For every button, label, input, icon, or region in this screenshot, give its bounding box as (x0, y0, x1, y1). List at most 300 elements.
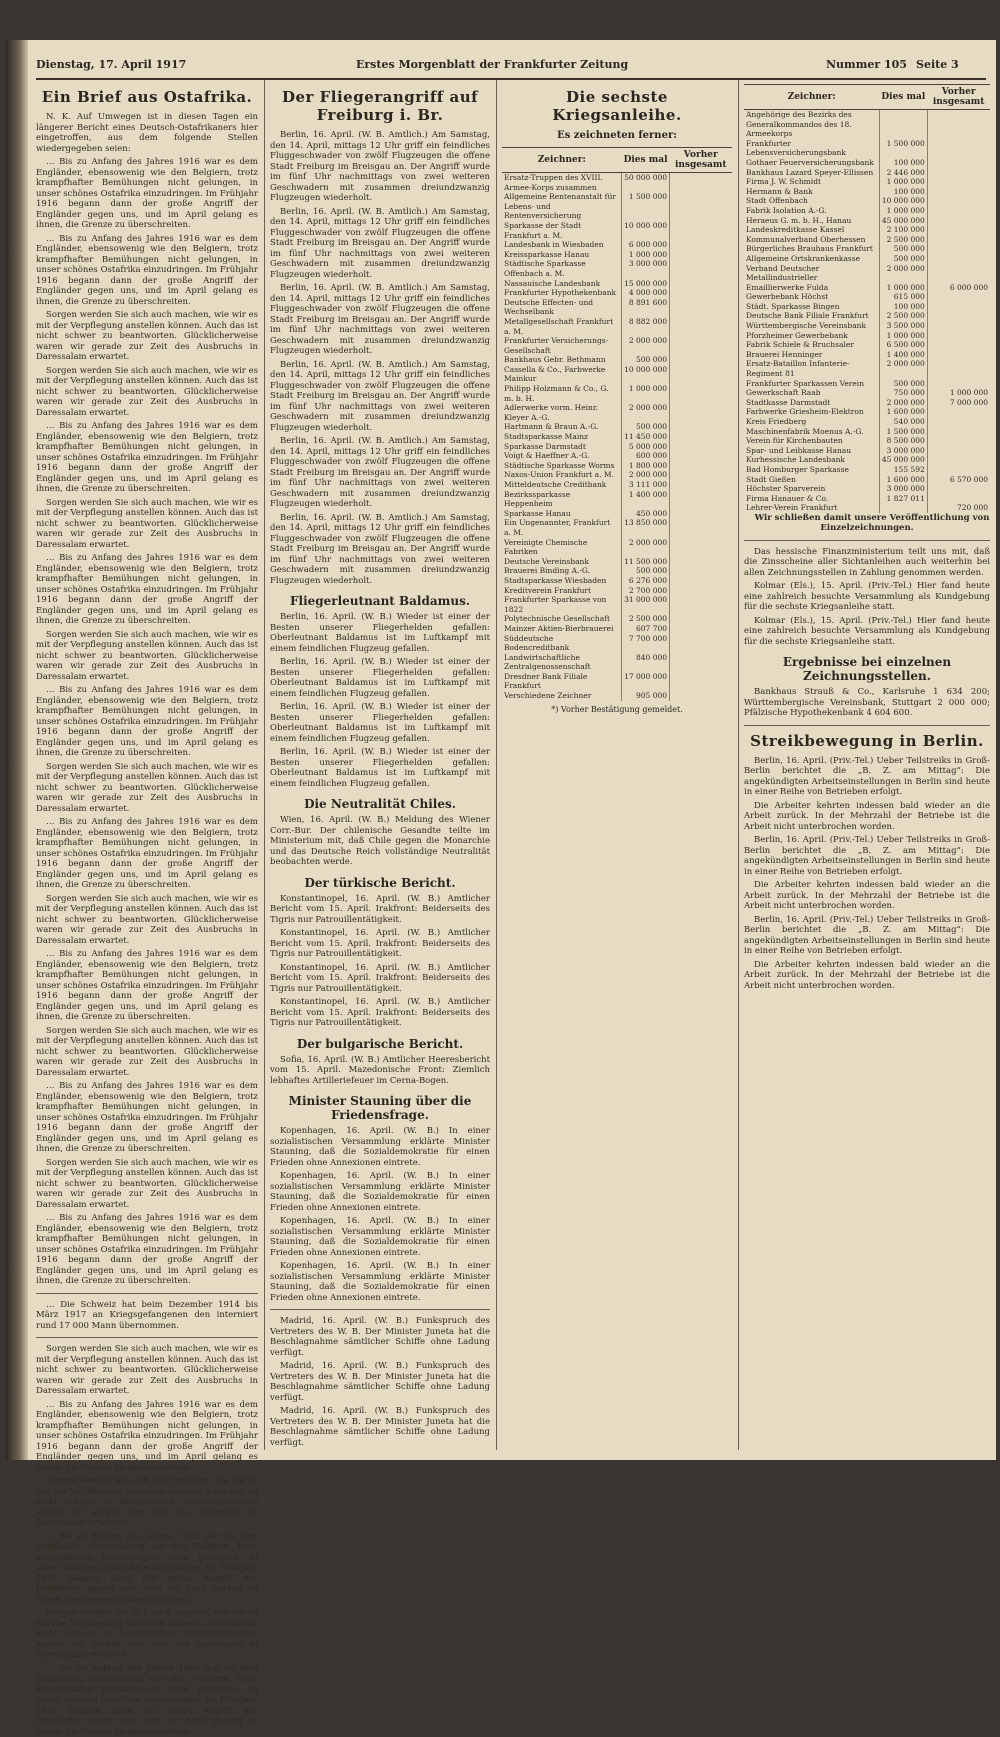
amount-this-time: 1 827 011 (879, 494, 927, 504)
amount-previous (927, 340, 990, 350)
divider (744, 725, 990, 726)
article-paragraph: Berlin, 16. April. (W. B. Amtlich.) Am Samstag, den 14. April, mittags 12 Uhr griff ein feindliches Fluggeschwader von zwölf Flugzeugen die offene Stadt Freiburg im Breisgau an. Der Angriff wurde im fünf Uhr nachmittags von zwei weiteren Geschwadern mit zusammen dreiundzwanzig Flugzeugen wiederholt. (270, 283, 490, 357)
amount-previous: 6 000 000 (927, 283, 990, 293)
article-paragraph: Das hessische Finanzministerium teilt uns mit, daß die Zinsscheine aller Sichtanleihen auch weiterhin bei allen Zeichnungsstellen in Zahlung genommen werden. (744, 547, 990, 579)
subscriber-name: Verein für Kirchenbauten (744, 436, 879, 446)
amount-previous (670, 461, 732, 471)
amount-this-time: 1 000 000 (622, 384, 670, 403)
table-row (744, 436, 990, 446)
table-row (744, 379, 990, 389)
amount-this-time: 540 000 (879, 417, 927, 427)
amount-previous (927, 331, 990, 341)
masthead-issue: Nummer 105 (826, 58, 907, 71)
subscriber-name: Voigt & Haeffner A.-G. (502, 451, 622, 461)
section-heading: Der türkische Bericht. (270, 876, 490, 890)
article-paragraph: Kolmar (Els.), 15. April. (Priv.-Tel.) Hier fand heute eine zahlreich besuchte Versammlung als Kundgebung für die sechste Kriegsanleihe statt. (744, 616, 990, 648)
amount-this-time: 500 000 (879, 379, 927, 389)
subscriber-name: Spar- und Leihkasse Hanau (744, 446, 879, 456)
amount-previous (670, 336, 732, 355)
table-row (502, 566, 732, 576)
amount-this-time: 1 500 000 (879, 427, 927, 437)
table-row (502, 432, 732, 442)
subscriber-rows (502, 173, 732, 701)
table-row (502, 480, 732, 490)
article-paragraph: Die Arbeiter kehrten indessen bald wieder an die Arbeit zurück. In der Mehrzahl der Betriebe ist die Arbeit nicht unterbrochen worden. (744, 880, 990, 912)
subscriber-name: Brauerei Binding A.-G. (502, 566, 622, 576)
amount-this-time: 2 000 000 (622, 538, 670, 557)
amount-this-time: 500 000 (622, 422, 670, 432)
subscriber-name: Frankfurter Hypothekenbank (502, 288, 622, 298)
subscriber-rows (744, 110, 990, 513)
amount-previous (927, 158, 990, 168)
amount-this-time: 1 000 000 (879, 283, 927, 293)
table-row (744, 264, 990, 283)
closing-note: Wir schließen damit unsere Veröffentlichung von Einzelzeichnungen. (744, 513, 990, 534)
amount-previous (927, 321, 990, 331)
table-row (744, 110, 990, 139)
article-paragraph: Berlin, 16. April. (Priv.-Tel.) Ueber Teilstreiks in Groß-Berlin berichtet die „B. Z. am Mittag“: Die angekündigten Arbeitseinstellungen in Berlin sind heute in einer Reihe von Betrieben erfolgt. (744, 756, 990, 798)
article-paragraph: Sorgen werden Sie sich auch machen, wie wir es mit der Verpflegung anstellen können. Auch das ist nicht schwer zu beantworten. Glücklicherweise waren wir gerade zur Zeit des Ausbruchs in Daressalam erwartet. (36, 630, 258, 683)
amount-previous (670, 259, 732, 278)
table-row (502, 288, 732, 298)
subscriber-name: Ein Ungenannter, Frankfurt a. M. (502, 518, 622, 537)
table-row (502, 384, 732, 403)
table-row (744, 216, 990, 226)
article-paragraph: … Bis zu Anfang des Jahres 1916 war es dem Engländer, ebensowenig wie den Belgiern, trotz krampfhafter Bemühungen nicht gelungen, in unser schönes Ostafrika einzudringen. Im Frühjahr 1916 begann dann der große Angriff der Engländer gegen uns, und im April gelang es ihnen, die Grenze zu überschreiten. (36, 1400, 258, 1474)
amount-previous: 720 000 (927, 503, 990, 513)
subscriber-name: Landwirtschaftliche Zentralgenossenschaft (502, 653, 622, 672)
amount-previous (927, 168, 990, 178)
divider (36, 1293, 258, 1294)
column-divider (264, 80, 265, 1450)
amount-this-time: 155 592 (879, 465, 927, 475)
article-paragraph: Sorgen werden Sie sich auch machen, wie wir es mit der Verpflegung anstellen können. Auch das ist nicht schwer zu beantworten. Glücklicherweise waren wir gerade zur Zeit des Ausbruchs in Daressalam erwartet. (36, 894, 258, 947)
amount-this-time: 6 000 000 (622, 240, 670, 250)
table-row (502, 173, 732, 193)
table-row (744, 407, 990, 417)
amount-this-time: 500 000 (622, 355, 670, 365)
table-row (502, 221, 732, 240)
amount-previous (670, 634, 732, 653)
amount-this-time: 1 400 000 (879, 350, 927, 360)
amount-previous (927, 139, 990, 158)
masthead-date: Dienstag, 17. April 1917 (36, 58, 186, 71)
amount-this-time: 2 000 000 (879, 359, 927, 378)
subscriber-name: Angehörige des Bezirks des Generalkommandos des 18. Armeekorps (744, 110, 879, 139)
subscriber-name: Stadtsparkasse Wiesbaden (502, 576, 622, 586)
article-paragraph: Sorgen werden Sie sich auch machen, wie wir es mit der Verpflegung anstellen können. Auch das ist nicht schwer zu beantworten. Glücklicherweise waren wir gerade zur Zeit des Ausbruchs in Daressalam erwartet. (36, 1344, 258, 1397)
amount-previous (670, 586, 732, 596)
table-row (744, 311, 990, 321)
table-row (502, 422, 732, 432)
amount-previous (670, 432, 732, 442)
amount-this-time: 905 000 (622, 691, 670, 701)
table-row (502, 624, 732, 634)
amount-this-time (879, 110, 927, 139)
amount-previous (670, 173, 732, 193)
table-row (744, 235, 990, 245)
article-paragraph: Kolmar (Els.), 15. April. (Priv.-Tel.) Hier fand heute eine zahlreich besuchte Versammlung als Kundgebung für die sechste Kriegsanleihe statt. (744, 581, 990, 613)
column-header: Zeichner: (744, 85, 879, 110)
subscriber-name: Deutsche Vereinsbank (502, 557, 622, 567)
article-paragraph: Die Arbeiter kehrten indessen bald wieder an die Arbeit zurück. In der Mehrzahl der Betriebe ist die Arbeit nicht unterbrochen worden. (744, 960, 990, 992)
amount-this-time: 11 450 000 (622, 432, 670, 442)
table-row (502, 595, 732, 614)
section-heading: Ergebnisse bei einzelnen Zeichnungsstellen. (744, 655, 990, 683)
section-heading: Fliegerleutnant Baldamus. (270, 594, 490, 608)
amount-this-time: 17 000 000 (622, 672, 670, 691)
subscriber-name: Adlerwerke vorm. Heinr. Kleyer A.-G. (502, 403, 622, 422)
article-paragraph: Sofia, 16. April. (W. B.) Amtlicher Heeresbericht vom 15. April. Mazedonische Front: Ziemlich lebhaftes Artilleriefeuer im Cerna-Bogen. (270, 1055, 490, 1087)
amount-previous (670, 365, 732, 384)
subscriber-name: Stadtsparkasse Mainz (502, 432, 622, 442)
table-row (502, 509, 732, 519)
subscriber-name: Kreissparkasse Hanau (502, 250, 622, 260)
column-1 (36, 84, 258, 1454)
amount-previous (670, 509, 732, 519)
table-row (502, 365, 732, 384)
column-header: Dies mal (879, 85, 927, 110)
table-row (744, 158, 990, 168)
amount-this-time: 100 000 (879, 158, 927, 168)
amount-this-time: 2 446 000 (879, 168, 927, 178)
subscriber-name: Bankhaus Gebr. Bethmann (502, 355, 622, 365)
amount-this-time: 500 000 (879, 244, 927, 254)
table-row (502, 355, 732, 365)
amount-previous (670, 355, 732, 365)
article-paragraph: Berlin, 16. April. (Priv.-Tel.) Ueber Teilstreiks in Groß-Berlin berichtet die „B. Z. am Mittag“: Die angekündigten Arbeitseinstellungen in Berlin sind heute in einer Reihe von Betrieben erfolgt. (744, 915, 990, 957)
subscriber-name: Städtische Sparkasse Offenbach a. M. (502, 259, 622, 278)
masthead (36, 58, 986, 76)
amount-previous (670, 298, 732, 317)
amount-previous (927, 216, 990, 226)
amount-previous (927, 292, 990, 302)
table-row (744, 494, 990, 504)
table-row (744, 292, 990, 302)
amount-this-time: 1 600 000 (879, 475, 927, 485)
amount-previous (927, 494, 990, 504)
subscriber-name: Sparkasse Hanau (502, 509, 622, 519)
amount-this-time: 1 500 000 (879, 139, 927, 158)
amount-this-time: 1 000 000 (879, 177, 927, 187)
article-paragraph: Berlin, 16. April. (W. B. Amtlich.) Am Samstag, den 14. April, mittags 12 Uhr griff ein feindliches Fluggeschwader von zwölf Flugzeugen die offene Stadt Freiburg im Breisgau an. Der Angriff wurde im fünf Uhr nachmittags von zwei weiteren Geschwadern mit zusammen dreiundzwanzig Flugzeugen wiederholt. (270, 436, 490, 510)
section-heading: Die Neutralität Chiles. (270, 797, 490, 811)
article-paragraph: Berlin, 16. April. (W. B. Amtlich.) Am Samstag, den 14. April, mittags 12 Uhr griff ein feindliches Fluggeschwader von zwölf Flugzeugen die offene Stadt Freiburg im Breisgau an. Der Angriff wurde im fünf Uhr nachmittags von zwei weiteren Geschwadern mit zusammen dreiundzwanzig Flugzeugen wiederholt. (270, 513, 490, 587)
table-row (502, 538, 732, 557)
amount-previous (927, 417, 990, 427)
article-paragraph: Berlin, 16. April. (Priv.-Tel.) Ueber Teilstreiks in Groß-Berlin berichtet die „B. Z. am Mittag“: Die angekündigten Arbeitseinstellungen in Berlin sind heute in einer Reihe von Betrieben erfolgt. (744, 835, 990, 877)
article-paragraph: Sorgen werden Sie sich auch machen, wie wir es mit der Verpflegung anstellen können. Auch das ist nicht schwer zu beantworten. Glücklicherweise waren wir gerade zur Zeit des Ausbruchs in Daressalam erwartet. (36, 1608, 258, 1661)
article-paragraph: Berlin, 16. April. (W. B.) Wieder ist einer der Besten unserer Fliegerhelden gefallen: Oberleutnant Baldamus ist im Luftkampf mit einem feindlichen Flugzeug gefallen. (270, 747, 490, 789)
table-row (502, 557, 732, 567)
article-paragraph: Berlin, 16. April. (W. B.) Wieder ist einer der Besten unserer Fliegerhelden gefallen: Oberleutnant Baldamus ist im Luftkampf mit einem feindlichen Flugzeug gefallen. (270, 612, 490, 654)
amount-this-time: 2 000 000 (879, 398, 927, 408)
table-row (744, 446, 990, 456)
amount-previous (670, 480, 732, 490)
table-row (744, 196, 990, 206)
amount-previous (927, 427, 990, 437)
masthead-rule (36, 78, 986, 80)
table-row (744, 350, 990, 360)
subscriber-name: Dresdner Bank Filiale Frankfurt (502, 672, 622, 691)
subscriber-table (502, 147, 732, 701)
table-row (744, 340, 990, 350)
amount-previous (670, 384, 732, 403)
table-row (502, 614, 732, 624)
amount-this-time: 100 000 (879, 187, 927, 197)
amount-previous (927, 455, 990, 465)
amount-previous (670, 288, 732, 298)
table-row (502, 240, 732, 250)
amount-this-time: 2 500 000 (879, 235, 927, 245)
table-row (502, 298, 732, 317)
amount-previous (927, 177, 990, 187)
masthead-paper: Erstes Morgenblatt der Frankfurter Zeitung (356, 58, 628, 71)
column-divider (738, 80, 739, 1450)
amount-this-time: 2 500 000 (879, 311, 927, 321)
subscriber-name: Farbwerke Griesheim-Elektron (744, 407, 879, 417)
table-row (502, 317, 732, 336)
divider (36, 1337, 258, 1338)
amount-previous (670, 403, 732, 422)
article-paragraph: Berlin, 16. April. (W. B.) Wieder ist einer der Besten unserer Fliegerhelden gefallen: Oberleutnant Baldamus ist im Luftkampf mit einem feindlichen Flugzeug gefallen. (270, 702, 490, 744)
subscriber-name: Landeskreditkasse Kassel (744, 225, 879, 235)
article-paragraph: Bankhaus Strauß & Co., Karlsruhe 1 634 200; Württembergische Vereinsbank, Stuttgart 2 000 000; Pfälzische Hypothekenbank 4 604 600. (744, 687, 990, 719)
subscriber-name: Firma Hanauer & Co. (744, 494, 879, 504)
subscriber-name: Stadtkasse Darmstadt (744, 398, 879, 408)
article-paragraph: Konstantinopel, 16. April. (W. B.) Amtlicher Bericht vom 15. April. Irakfront: Beiderseits des Tigris nur Patrouillentätigkeit. (270, 894, 490, 926)
amount-previous: 1 000 000 (927, 388, 990, 398)
amount-this-time: 615 000 (879, 292, 927, 302)
amount-this-time: 1 600 000 (879, 407, 927, 417)
article-title: Der Fliegerangriff auf Freiburg i. Br. (270, 88, 490, 124)
amount-previous (670, 470, 732, 480)
subscriber-name: Sparkasse der Stadt Frankfurt a. M. (502, 221, 622, 240)
article-paragraph: … Bis zu Anfang des Jahres 1916 war es dem Engländer, ebensowenig wie den Belgiern, trotz krampfhafter Bemühungen nicht gelungen, in unser schönes Ostafrika einzudringen. Im Frühjahr 1916 begann dann der große Angriff der Engländer gegen uns, und im April gelang es ihnen, die Grenze zu überschreiten. (36, 1532, 258, 1606)
table-row (502, 451, 732, 461)
table-row (502, 672, 732, 691)
table-row (744, 206, 990, 216)
subscriber-name: Naxos-Union Frankfurt a. M. (502, 470, 622, 480)
subscriber-name: Deutsche Bank Filiale Frankfurt (744, 311, 879, 321)
amount-previous (927, 465, 990, 475)
amount-previous (927, 311, 990, 321)
article-paragraph: Sorgen werden Sie sich auch machen, wie wir es mit der Verpflegung anstellen können. Auch das ist nicht schwer zu beantworten. Glücklicherweise waren wir gerade zur Zeit des Ausbruchs in Daressalam erwartet. (36, 762, 258, 815)
subscriber-name: Verschiedene Zeichner (502, 691, 622, 701)
table-row (502, 461, 732, 471)
amount-previous (927, 235, 990, 245)
amount-this-time: 13 850 000 (622, 518, 670, 537)
section-heading: Der bulgarische Bericht. (270, 1037, 490, 1051)
subscriber-name: Mainzer Aktien-Bierbrauerei (502, 624, 622, 634)
article-paragraph: Kopenhagen, 16. April. (W. B.) In einer sozialistischen Versammlung erklärte Minister Stauning, daß die Sozialdemokratie für einen Frieden ohne Annexionen eintrete. (270, 1261, 490, 1303)
amount-this-time: 1 000 000 (879, 206, 927, 216)
amount-this-time: 7 700 000 (622, 634, 670, 653)
article-paragraph: … Bis zu Anfang des Jahres 1916 war es dem Engländer, ebensowenig wie den Belgiern, trotz krampfhafter Bemühungen nicht gelungen, in unser schönes Ostafrika einzudringen. Im Frühjahr 1916 begann dann der große Angriff der Engländer gegen uns, und im April gelang es ihnen, die Grenze zu überschreiten. (36, 817, 258, 891)
divider (270, 1309, 490, 1310)
amount-previous (927, 196, 990, 206)
subscriber-name: Lehrer-Verein Frankfurt (744, 503, 879, 513)
subscriber-name: Allgemeine Rentenanstalt für Lebens- und Rentenversicherung (502, 192, 622, 221)
amount-this-time: 50 000 000 (622, 173, 670, 193)
amount-previous (927, 244, 990, 254)
table-row (744, 484, 990, 494)
amount-this-time: 607 700 (622, 624, 670, 634)
amount-this-time: 500 000 (622, 566, 670, 576)
table-row (744, 283, 990, 293)
subscriber-name: Bankhaus Lazard Speyer-Ellissen (744, 168, 879, 178)
amount-this-time: 2 700 000 (622, 586, 670, 596)
subscriber-name: Verband Deutscher Metallindustrieller (744, 264, 879, 283)
amount-this-time: 10 000 000 (879, 196, 927, 206)
subscriber-name: Heraeus G. m. b. H., Hanau (744, 216, 879, 226)
amount-this-time: 840 000 (622, 653, 670, 672)
amount-previous (670, 672, 732, 691)
amount-previous: 7 000 000 (927, 398, 990, 408)
table-row (502, 634, 732, 653)
article-paragraph: … Bis zu Anfang des Jahres 1916 war es dem Engländer, ebensowenig wie den Belgiern, trotz krampfhafter Bemühungen nicht gelungen, in unser schönes Ostafrika einzudringen. Im Frühjahr 1916 begann dann der große Angriff der Engländer gegen uns, und im April gelang es ihnen, die Grenze zu überschreiten. (36, 234, 258, 308)
amount-previous (670, 614, 732, 624)
article-paragraph: … Bis zu Anfang des Jahres 1916 war es dem Engländer, ebensowenig wie den Belgiern, trotz krampfhafter Bemühungen nicht gelungen, in unser schönes Ostafrika einzudringen. Im Frühjahr 1916 begann dann der große Angriff der Engländer gegen uns, und im April gelang es ihnen, die Grenze zu überschreiten. (36, 421, 258, 495)
article-paragraph: Sorgen werden Sie sich auch machen, wie wir es mit der Verpflegung anstellen können. Auch das ist nicht schwer zu beantworten. Glücklicherweise waren wir gerade zur Zeit des Ausbruchs in Daressalam erwartet. (36, 366, 258, 419)
subscriber-name: Gothaer Feuerversicherungsbank (744, 158, 879, 168)
amount-previous (670, 538, 732, 557)
amount-this-time: 10 000 000 (622, 365, 670, 384)
amount-previous (927, 379, 990, 389)
subscriber-name: Stadt Offenbach (744, 196, 879, 206)
amount-previous (670, 250, 732, 260)
amount-this-time: 31 000 000 (622, 595, 670, 614)
binding-gutter (6, 40, 28, 1460)
article-paragraph: Madrid, 16. April. (W. B.) Funkspruch des Vertreters des W. B. Der Minister Juneta hat die Beschlagnahme sämtlicher Schiffe ohne Ladung verfügt. (270, 1406, 490, 1448)
article-paragraph: … Bis zu Anfang des Jahres 1916 war es dem Engländer, ebensowenig wie den Belgiern, trotz krampfhafter Bemühungen nicht gelungen, in unser schönes Ostafrika einzudringen. Im Frühjahr 1916 begann dann der große Angriff der Engländer gegen uns, und im April gelang es ihnen, die Grenze zu überschreiten. (36, 949, 258, 1023)
subscriber-name: Pforzheimer Gewerbebank (744, 331, 879, 341)
table-row (502, 586, 732, 596)
table-row (744, 465, 990, 475)
amount-previous (927, 110, 990, 139)
article-paragraph: Konstantinopel, 16. April. (W. B.) Amtlicher Bericht vom 15. April. Irakfront: Beiderseits des Tigris nur Patrouillentätigkeit. (270, 928, 490, 960)
article-paragraph: Konstantinopel, 16. April. (W. B.) Amtlicher Bericht vom 15. April. Irakfront: Beiderseits des Tigris nur Patrouillentätigkeit. (270, 997, 490, 1029)
amount-previous (670, 566, 732, 576)
article-paragraph: Madrid, 16. April. (W. B.) Funkspruch des Vertreters des W. B. Der Minister Juneta hat die Beschlagnahme sämtlicher Schiffe ohne Ladung verfügt. (270, 1361, 490, 1403)
amount-this-time: 8 500 000 (879, 436, 927, 446)
subscriber-name: Mitteldeutsche Creditbank (502, 480, 622, 490)
table-row (744, 302, 990, 312)
table-row (744, 417, 990, 427)
table-row (744, 225, 990, 235)
table-row (502, 403, 732, 422)
subscriber-name: Ersatz-Bataillon Infanterie-Regiment 81 (744, 359, 879, 378)
subscriber-name: Polytechnische Gesellschaft (502, 614, 622, 624)
table-row (744, 168, 990, 178)
article-paragraph: Berlin, 16. April. (W. B.) Wieder ist einer der Besten unserer Fliegerhelden gefallen: Oberleutnant Baldamus ist im Luftkampf mit einem feindlichen Flugzeug gefallen. (270, 657, 490, 699)
table-row (744, 244, 990, 254)
amount-this-time: 45 000 000 (879, 216, 927, 226)
subscriber-table (744, 84, 990, 513)
amount-this-time: 450 000 (622, 509, 670, 519)
article-title: Ein Brief aus Ostafrika. (36, 88, 258, 106)
amount-previous (670, 317, 732, 336)
table-row (502, 490, 732, 509)
subscriber-name: Frankfurter Sparkasse von 1822 (502, 595, 622, 614)
amount-previous (927, 302, 990, 312)
article-paragraph: Konstantinopel, 16. April. (W. B.) Amtlicher Bericht vom 15. April. Irakfront: Beiderseits des Tigris nur Patrouillentätigkeit. (270, 963, 490, 995)
subscriber-name: Fabrik Isolation A.-G. (744, 206, 879, 216)
amount-previous (670, 192, 732, 221)
amount-previous (927, 350, 990, 360)
subscriber-name: Süddeutsche Bodencreditbank (502, 634, 622, 653)
amount-previous (670, 490, 732, 509)
amount-this-time: 2 000 000 (622, 470, 670, 480)
table-row (502, 470, 732, 480)
amount-previous (670, 240, 732, 250)
column-header: Vorher insgesamt (927, 85, 990, 110)
table-row (744, 503, 990, 513)
subscriber-name: Kreis Friedberg (744, 417, 879, 427)
amount-previous (670, 279, 732, 289)
subscriber-name: Sparkasse Darmstadt (502, 442, 622, 452)
subscriber-name: Kommunalverband Oberhessen (744, 235, 879, 245)
subscriber-name: Städt. Sparkasse Bingen (744, 302, 879, 312)
amount-this-time: 2 500 000 (622, 614, 670, 624)
article-paragraph: … Die Schweiz hat beim Dezember 1914 bis März 1917 an Kriegsgefangenen den interniert rund 17 000 Mann übernommen. (36, 1300, 258, 1332)
subscriber-name: Allgemeine Ortskrankenkasse (744, 254, 879, 264)
masthead-page: Seite 3 (916, 58, 959, 71)
table-row (502, 653, 732, 672)
amount-previous (670, 576, 732, 586)
article-paragraph: Berlin, 16. April. (W. B. Amtlich.) Am Samstag, den 14. April, mittags 12 Uhr griff ein feindliches Fluggeschwader von zwölf Flugzeugen die offene Stadt Freiburg im Breisgau an. Der Angriff wurde im fünf Uhr nachmittags von zwei weiteren Geschwadern mit zusammen dreiundzwanzig Flugzeugen wiederholt. (270, 360, 490, 434)
table-row (744, 398, 990, 408)
article-paragraph: Kopenhagen, 16. April. (W. B.) In einer sozialistischen Versammlung erklärte Minister Stauning, daß die Sozialdemokratie für einen Frieden ohne Annexionen eintrete. (270, 1126, 490, 1168)
table-row (744, 254, 990, 264)
table-row (744, 321, 990, 331)
amount-this-time: 3 000 000 (622, 259, 670, 278)
subscriber-name: Philipp Holzmann & Co., G. m. b. H. (502, 384, 622, 403)
amount-previous: 6 570 000 (927, 475, 990, 485)
subscriber-name: Bad Homburger Sparkasse (744, 465, 879, 475)
table-row (502, 576, 732, 586)
amount-this-time: 3 111 000 (622, 480, 670, 490)
column-3 (502, 84, 732, 1454)
amount-this-time: 6 500 000 (879, 340, 927, 350)
section-heading: Minister Stauning über die Friedensfrage. (270, 1094, 490, 1122)
subscriber-name: Nassauische Landesbank (502, 279, 622, 289)
amount-previous (670, 451, 732, 461)
amount-this-time: 5 000 000 (622, 442, 670, 452)
subscriber-name: Ersatz-Truppen des XVIII. Armee-Korps zusammen (502, 173, 622, 193)
amount-this-time: 3 000 000 (879, 446, 927, 456)
amount-this-time: 15 000 000 (622, 279, 670, 289)
amount-this-time: 2 000 000 (622, 336, 670, 355)
column-header: Zeichner: (502, 148, 622, 173)
subscriber-name: Fabrik Schiele & Bruchsaler (744, 340, 879, 350)
amount-this-time: 1 000 000 (622, 250, 670, 260)
subscriber-name: Kurhessische Landesbank (744, 455, 879, 465)
amount-this-time (879, 503, 927, 513)
article-paragraph: … Bis zu Anfang des Jahres 1916 war es dem Engländer, ebensowenig wie den Belgiern, trotz krampfhafter Bemühungen nicht gelungen, in unser schönes Ostafrika einzudringen. Im Frühjahr 1916 begann dann der große Angriff der Engländer gegen uns, und im April gelang es ihnen, die Grenze zu überschreiten. (36, 685, 258, 759)
article-paragraph: Kopenhagen, 16. April. (W. B.) In einer sozialistischen Versammlung erklärte Minister Stauning, daß die Sozialdemokratie für einen Frieden ohne Annexionen eintrete. (270, 1171, 490, 1213)
subscriber-name: Stadt Gießen (744, 475, 879, 485)
amount-this-time: 1 400 000 (622, 490, 670, 509)
subscriber-name: Firma J. W. Schmidt (744, 177, 879, 187)
amount-this-time: 2 000 000 (879, 264, 927, 283)
amount-previous (927, 484, 990, 494)
table-row (502, 192, 732, 221)
amount-this-time: 8 882 000 (622, 317, 670, 336)
table-row (502, 691, 732, 701)
amount-previous (927, 446, 990, 456)
table-row (744, 388, 990, 398)
